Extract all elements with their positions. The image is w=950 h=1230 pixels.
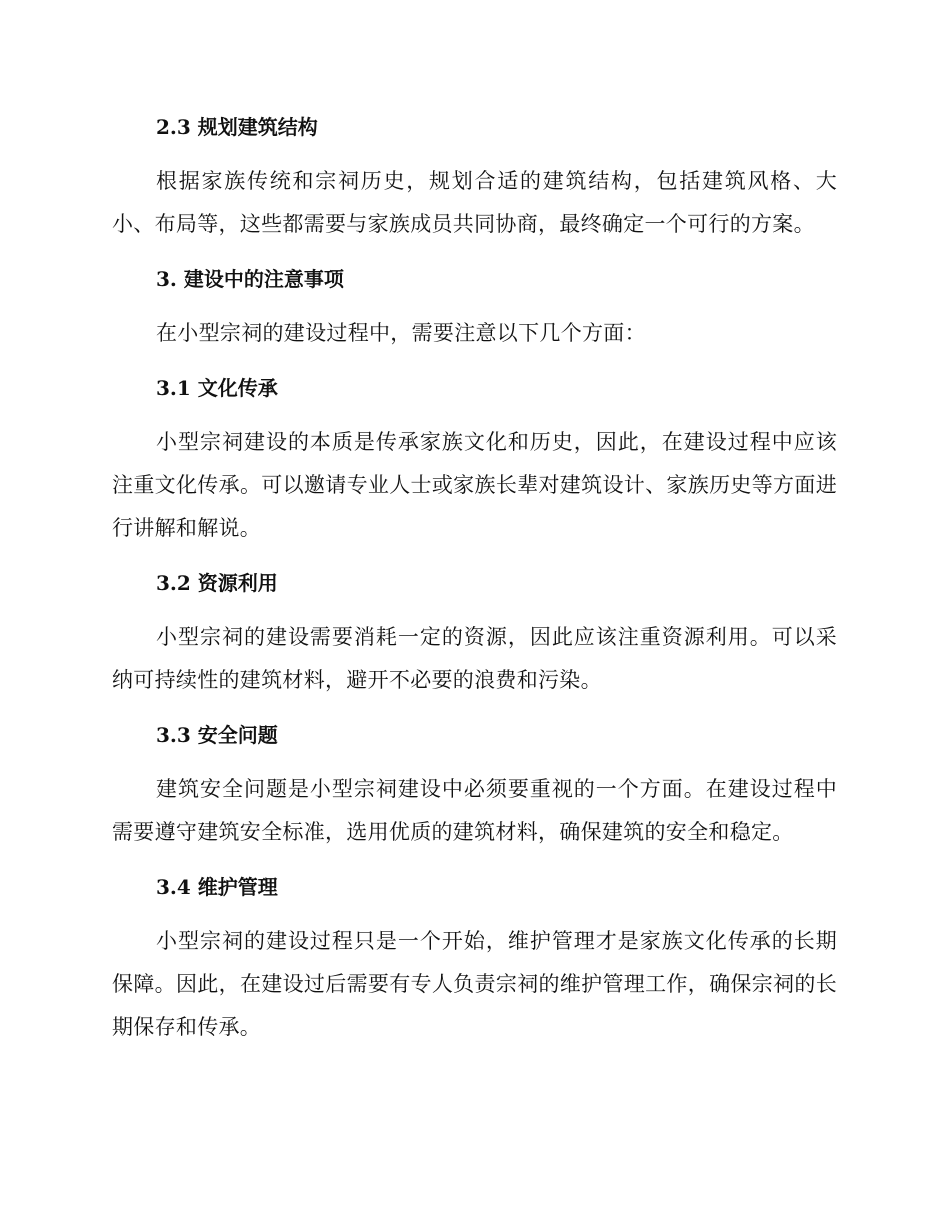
section-heading-3-2: 3.2 资源利用 <box>156 571 278 595</box>
section-paragraph-3-3: 建筑安全问题是小型宗祠建设中必须要重视的一个方面。在建设过程中需要遵守建筑安全标准，选用优质的建筑材料，确保建筑的安全和稳定。 <box>112 777 837 844</box>
section-heading-2-3: 2.3 规划建筑结构 <box>156 115 318 139</box>
section-paragraph-3-4: 小型宗祠的建设过程只是一个开始，维护管理才是家族文化传承的长期保障。因此，在建设过后需要有专人负责宗祠的维护管理工作，确保宗祠的长期保存和传承。 <box>112 929 837 1039</box>
section-heading-3: 3. 建设中的注意事项 <box>156 267 344 291</box>
section-heading-3-1: 3.1 文化传承 <box>156 376 278 400</box>
section-heading-3-3: 3.3 安全问题 <box>156 723 278 747</box>
section-heading-3-4: 3.4 维护管理 <box>156 875 278 899</box>
section-paragraph-3-2: 小型宗祠的建设需要消耗一定的资源，因此应该注重资源利用。可以采纳可持续性的建筑材料，避开不必要的浪费和污染。 <box>112 625 837 692</box>
section-paragraph-3-1: 小型宗祠建设的本质是传承家族文化和历史，因此，在建设过程中应该注重文化传承。可以邀请专业人士或家族长辈对建筑设计、家族历史等方面进行讲解和解说。 <box>112 430 837 540</box>
section-paragraph-3: 在小型宗祠的建设过程中，需要注意以下几个方面： <box>156 321 646 345</box>
section-paragraph-2-3: 根据家族传统和宗祠历史，规划合适的建筑结构，包括建筑风格、大小、布局等，这些都需要与家族成员共同协商，最终确定一个可行的方案。 <box>112 169 837 236</box>
